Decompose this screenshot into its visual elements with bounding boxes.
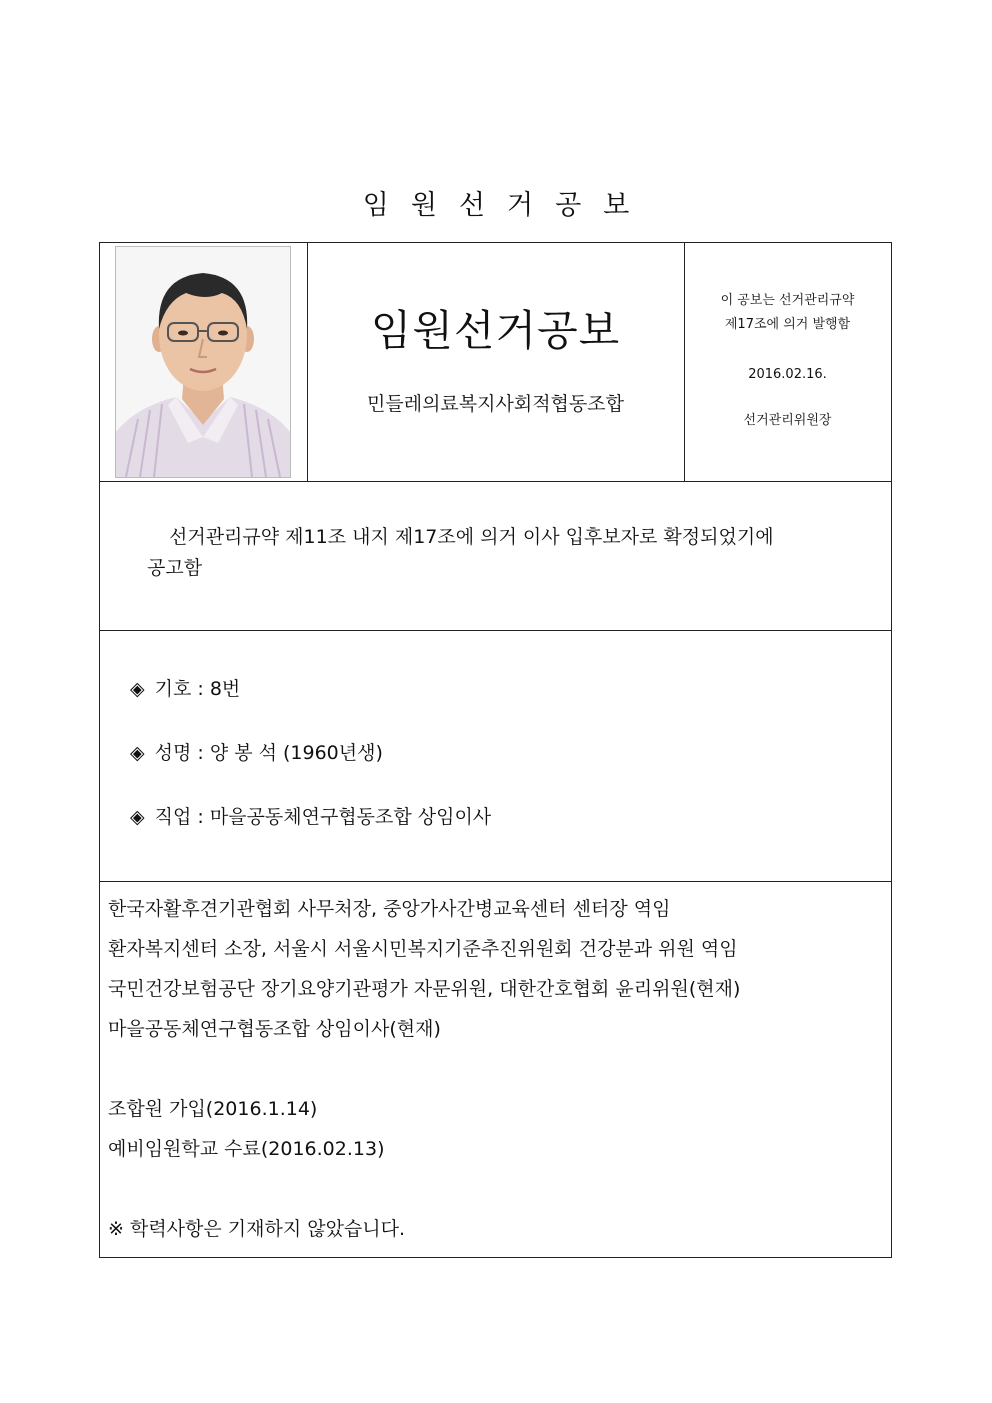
notice-line2: 공고함 <box>147 557 203 579</box>
diamond-bullet-icon: ◈ <box>130 806 145 828</box>
notice-line1: 선거관리규약 제11조 내지 제17조에 의거 이사 입후보자로 확정되었기에 <box>169 526 774 548</box>
election-bulletin-table <box>99 242 892 1258</box>
issuance-note-line1: 이 공보는 선거관리규약 <box>720 293 855 308</box>
notice-row <box>100 482 891 631</box>
issuance-cell <box>684 243 891 481</box>
diamond-bullet-icon: ◈ <box>130 742 145 764</box>
candidate-job-text: 직업 : 마을공동체연구협동조합 상임이사 <box>154 806 492 828</box>
organization-name: 민들레의료복지사회적협동조합 <box>367 393 624 415</box>
page-title: 임원선거공보 <box>362 190 652 221</box>
diamond-bullet-icon: ◈ <box>130 678 145 700</box>
photo-cell <box>100 243 308 481</box>
issuer-signature: 선거관리위원장 <box>743 413 832 428</box>
career-item: 마을공동체연구협동조합 상임이사(현재) <box>108 1018 441 1040</box>
issuance-note-line2: 제17조에 의거 발행함 <box>724 317 851 332</box>
career-item: 환자복지센터 소장, 서울시 서울시민복지기준추진위원회 건강분과 위원 역임 <box>108 938 738 960</box>
candidate-photo <box>115 246 291 478</box>
bulletin-title: 임원선거공보 <box>370 306 621 355</box>
bulletin-header-row <box>100 243 891 482</box>
career-item: 한국자활후견기관협회 사무처장, 중앙가사간병교육센터 센터장 역임 <box>108 898 671 920</box>
membership-item: 조합원 가입(2016.1.14) <box>108 1098 318 1120</box>
candidate-name-text: 성명 : 양 봉 석 (1960년생) <box>154 742 383 764</box>
career-row <box>100 882 891 1257</box>
career-item: 국민건강보험공단 장기요양기관평가 자문위원, 대한간호협회 윤리위원(현재) <box>108 978 741 1000</box>
title-cell <box>307 243 685 481</box>
issuance-note <box>684 289 891 337</box>
candidate-name <box>130 738 383 768</box>
candidate-number-text: 기호 : 8번 <box>154 678 241 700</box>
candidate-number <box>130 674 240 704</box>
membership-item: 예비임원학교 수료(2016.02.13) <box>108 1138 385 1160</box>
notice-text <box>147 522 867 584</box>
candidate-job <box>130 802 491 832</box>
education-footnote: ※ 학력사항은 기재하지 않았습니다. <box>108 1218 406 1240</box>
issuance-date: 2016.02.16. <box>748 367 827 382</box>
candidate-info-row <box>100 631 891 882</box>
